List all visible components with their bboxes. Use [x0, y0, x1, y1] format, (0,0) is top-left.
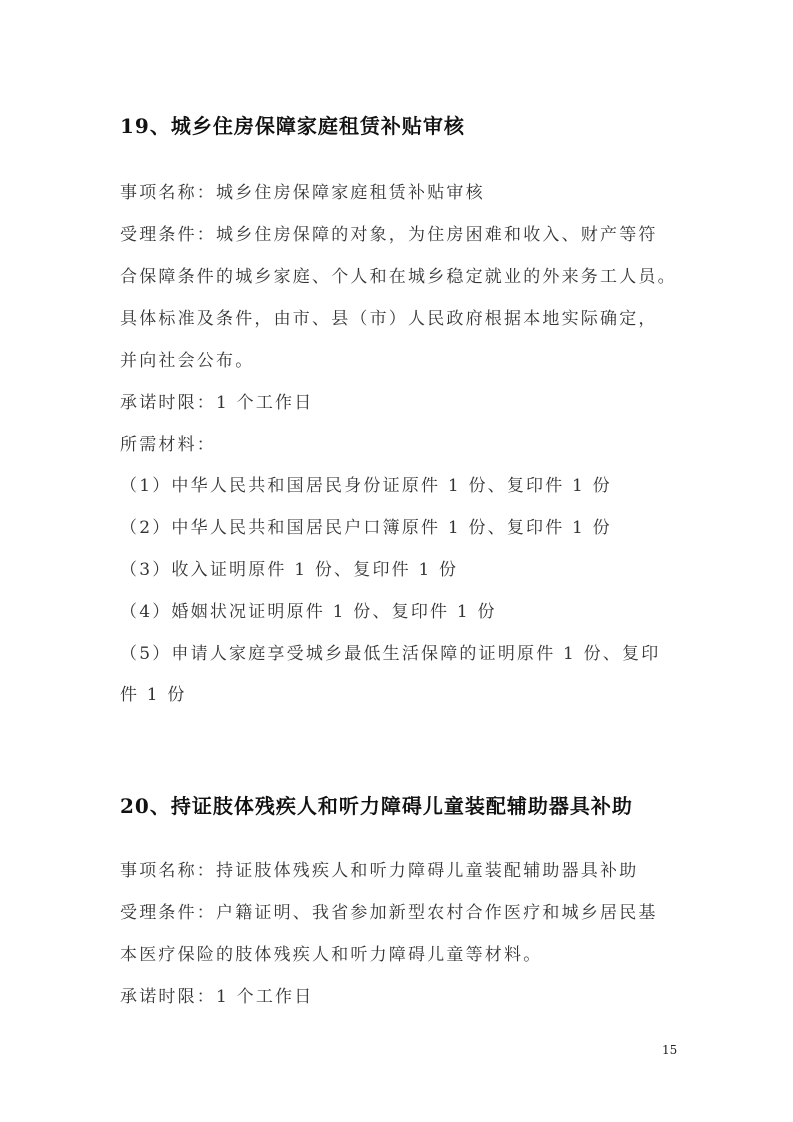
section-19-materials-label: 所需材料：	[120, 435, 216, 455]
section-20-conditions-line-1: 受理条件：户籍证明、我省参加新型农村合作医疗和城乡居民基	[120, 903, 658, 923]
section-19-material-3: （3）收入证明原件 1 份、复印件 1 份	[120, 560, 459, 580]
section-19-material-5-line-2: 件 1 份	[120, 685, 187, 705]
section-20-item-name: 事项名称：持证肢体残疾人和听力障碍儿童装配辅助器具补助	[120, 861, 639, 881]
section-19-material-5-line-1: （5）申请人家庭享受城乡最低生活保障的证明原件 1 份、复印	[120, 644, 661, 664]
section-19-conditions-line-3: 具体标准及条件，由市、县（市）人民政府根据本地实际确定，	[120, 309, 658, 329]
section-19-conditions-line-1: 受理条件：城乡住房保障的对象，为住房困难和收入、财产等符	[120, 225, 658, 245]
section-19-material-1: （1）中华人民共和国居民身份证原件 1 份、复印件 1 份	[120, 476, 612, 496]
section-19-heading: 19、城乡住房保障家庭租赁补贴审核	[120, 114, 465, 138]
section-19-material-2: （2）中华人民共和国居民户口簿原件 1 份、复印件 1 份	[120, 518, 612, 538]
section-19-material-4: （4）婚姻状况证明原件 1 份、复印件 1 份	[120, 602, 497, 622]
page-number: 15	[662, 1043, 678, 1057]
section-20-conditions-line-2: 本医疗保险的肢体残疾人和听力障碍儿童等材料。	[120, 945, 543, 965]
section-19-item-name: 事项名称：城乡住房保障家庭租赁补贴审核	[120, 183, 485, 203]
section-19-time-limit: 承诺时限：1 个工作日	[120, 393, 314, 413]
section-19-conditions-line-4: 并向社会公布。	[120, 351, 255, 371]
section-20-time-limit: 承诺时限：1 个工作日	[120, 987, 314, 1007]
section-19-conditions-line-2: 合保障条件的城乡家庭、个人和在城乡稳定就业的外来务工人员。	[120, 267, 677, 287]
section-20-heading: 20、持证肢体残疾人和听力障碍儿童装配辅助器具补助	[120, 794, 633, 818]
